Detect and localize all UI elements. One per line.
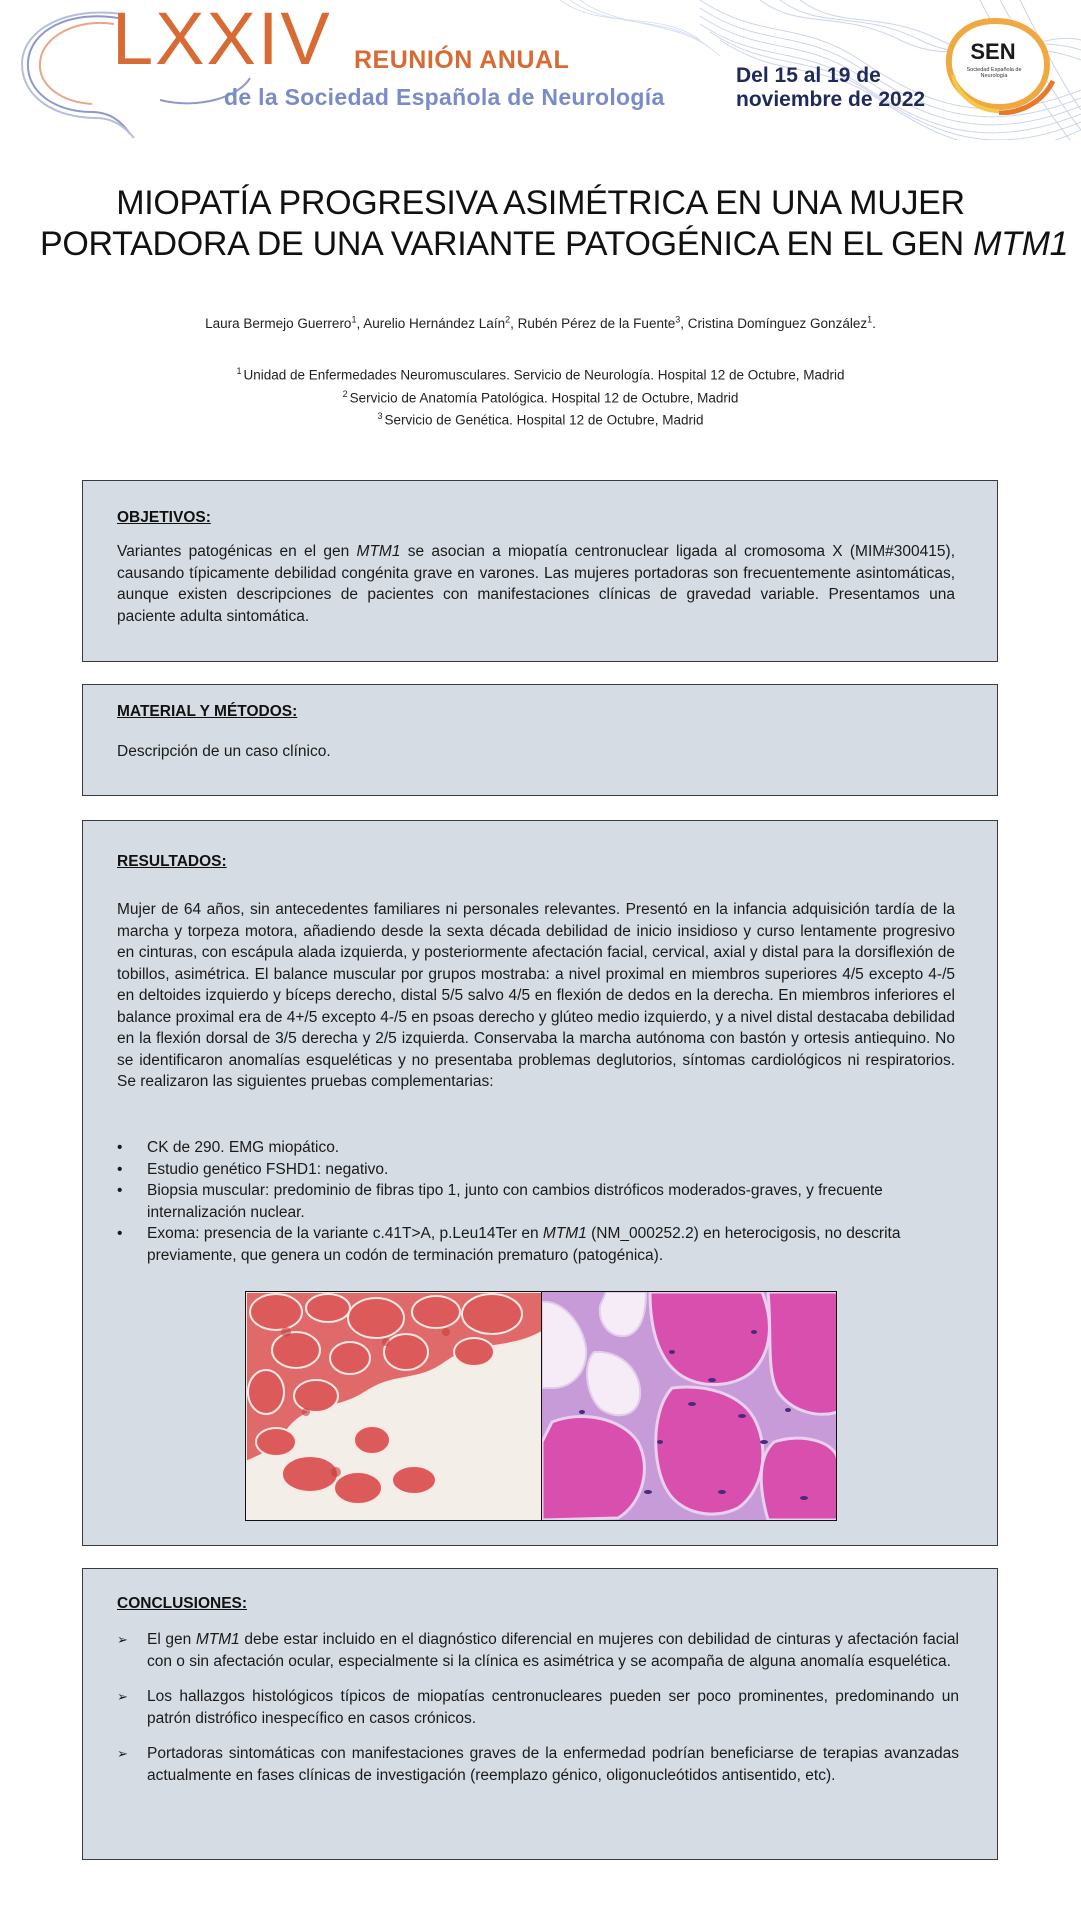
author-affiliation-mark: 3 <box>675 314 681 324</box>
resultados-section <box>82 820 998 1546</box>
affiliation-list <box>40 362 1041 430</box>
list-item-text: Exoma: presencia de la variante c.41T>A, p.Leu14Ter en <box>147 1225 543 1242</box>
society-name: de la Sociedad Española de Neurología <box>224 84 665 110</box>
title-gene: MTM1 <box>973 225 1069 263</box>
author-separator: , <box>510 315 518 331</box>
list-item-text: (NM_000252.2) en heterocigosis, no descrita previamente, que genera un codón de terminación prematuro (patogénica). <box>147 1225 901 1264</box>
dates-line-2: noviembre de 2022 <box>736 87 926 111</box>
biopsy-image-left <box>246 1292 541 1520</box>
author-affiliation-mark: 1 <box>867 314 873 324</box>
list-item-text: Estudio genético FSHD1: negativo. <box>147 1160 389 1178</box>
author <box>688 316 876 331</box>
affiliation-text: Servicio de Genética. Hospital 12 de Octubre, Madrid <box>384 412 704 428</box>
list-item <box>117 1743 959 1786</box>
congress-dates <box>736 64 925 111</box>
objetivos-text-part: se asocian a miopatía centronuclear ligada al cromosoma X (MIM#300415), causando típicamente debilidad congénita grave en varones. Las mujeres portadoras son frecuentemente asintomáticas, aunque existen descripciones de pacientes con manifestaciones clínicas de gravedad variable. Presentamos una paciente adulta sintomática. <box>117 543 955 625</box>
bullet-icon: • <box>117 1160 123 1178</box>
poster-title <box>40 183 1069 265</box>
author-affiliation-mark: 1 <box>351 314 357 324</box>
affiliation-text: Servicio de Anatomía Patológica. Hospital 12 de Octubre, Madrid <box>349 390 739 405</box>
objetivos-text <box>117 541 955 627</box>
bullet-icon: • <box>117 1182 123 1199</box>
list-item-text: El gen <box>147 1631 196 1648</box>
list-item-text: Biopsia muscular: predominio de fibras tipo 1, junto con cambios distróficos moderados-graves, y frecuente internalización nuclear. <box>147 1182 883 1221</box>
resultados-text: Mujer de 64 años, sin antecedentes familiares ni personales relevantes. Presentó en la infancia adquisición tardía de la marcha y torpeza motora, añadiendo desde la sexta década debilidad de inicio insidioso y curso lentamente progresivo en cinturas, con escápula alada izquierda, y posteriormente afectación facial, cervical, axial y distal para la dorsiflexión de tobillos, asimétrica. El balance muscular por grupos mostraba: a nivel proximal en miembros superiores 4/5 excepto 4-/5 en deltoides izquierdo y bíceps derecho, distal 5/5 salvo 4/5 en flexión de dedos en la derecha. En miembros inferiores el balance proximal era de 4+/5 excepto 4-/5 en psoas derecho y glúteo medio izquierdo, y a nivel distal destacaba debilidad en la flexión dorsal de 3/5 derecha y 2/5 izquierda. Conservaba la marcha autónoma con bastón y ortesis antiequino. No se identificaron anomalías esqueléticas y no presentaba problemas deglutorios, síntomas cardiológicos ni respiratorios. Se realizaron las siguientes pruebas complementarias: <box>117 901 955 1090</box>
conclusiones-list <box>117 1629 959 1800</box>
objetivos-heading: OBJETIVOS: <box>117 509 211 526</box>
affiliation-mark: 1 <box>236 366 242 376</box>
gene-name: MTM1 <box>356 543 401 560</box>
affiliation <box>40 362 1041 385</box>
affiliation <box>40 385 1041 408</box>
affiliation-mark: 3 <box>377 411 383 421</box>
list-item-text: CK de 290. EMG miopático. <box>147 1139 340 1156</box>
arrow-bullet-icon: ➢ <box>117 1746 128 1761</box>
author-separator: , <box>356 315 364 331</box>
title-line-2 <box>40 224 1069 265</box>
list-item <box>117 1180 957 1223</box>
sen-logo-shape-icon <box>943 15 1061 115</box>
bullet-icon: • <box>117 1139 123 1156</box>
title-line-2-text: PORTADORA DE UNA VARIANTE PATOGÉNICA EN EL GEN <box>40 225 974 263</box>
material-metodos-text: Descripción de un caso clínico. <box>117 743 331 760</box>
list-item <box>117 1159 957 1181</box>
conclusiones-section <box>82 1568 998 1860</box>
sen-logo-subtitle: Sociedad Española de Neurología <box>966 67 1022 80</box>
resultados-heading: RESULTADOS: <box>117 853 227 870</box>
congress-name: REUNIÓN ANUAL <box>354 46 570 74</box>
objetivos-section <box>82 480 998 662</box>
list-item-text: Portadoras sintomáticas con manifestaciones graves de la enfermedad podrían beneficiarse de terapias avanzadas actualmente en fases clínicas de investigación (reemplazo génico, oligonucleótidos antisentido, etc). <box>147 1745 959 1784</box>
author-name: Aurelio Hernández Laín <box>363 315 506 331</box>
dates-line-1: Del 15 al 19 de <box>736 64 881 87</box>
author-list <box>40 314 1041 331</box>
micrograph-he-stain-icon <box>542 1292 837 1520</box>
sen-logo <box>943 15 1061 115</box>
affiliation-text: Unidad de Enfermedades Neuromusculares. Servicio de Neurología. Hospital 12 de Octubre, Madrid <box>243 367 845 383</box>
title-line-1: MIOPATÍA PROGRESIVA ASIMÉTRICA EN UNA MUJER <box>116 184 965 222</box>
list-item-text: debe estar incluido en el diagnóstico diferencial en mujeres con debilidad de cinturas y afectación facial con o sin afectación ocular, especialmente si la clínica es asimétrica y se acompaña de alguna anomalía esquelética. <box>147 1631 959 1670</box>
objetivos-text-part: Variantes patogénicas en el gen <box>117 543 357 560</box>
sen-logo-name: SEN <box>970 39 1016 64</box>
arrow-bullet-icon: ➢ <box>117 1689 128 1704</box>
list-item-text: Los hallazgos histológicos típicos de miopatías centronucleares pueden ser poco prominentes, predominando un patrón distrófico inespecífico en casos crónicos. <box>147 1688 959 1727</box>
congress-banner <box>0 0 1081 140</box>
congress-number: LXXIV <box>112 0 332 80</box>
biopsy-image-right <box>541 1292 837 1520</box>
list-item <box>117 1629 959 1672</box>
material-metodos-section <box>82 684 998 796</box>
bullet-icon: • <box>117 1225 123 1242</box>
affiliation <box>40 407 1041 430</box>
author <box>518 316 688 331</box>
author-name: Cristina Domínguez González <box>687 315 868 331</box>
gene-name: MTM1 <box>542 1225 587 1242</box>
resultados-test-list <box>117 1137 957 1266</box>
author <box>205 316 363 331</box>
conclusiones-heading: CONCLUSIONES: <box>117 1595 248 1612</box>
biopsy-figure-panel <box>245 1291 837 1521</box>
author-separator: , <box>680 315 688 331</box>
list-item <box>117 1137 957 1159</box>
gene-name: MTM1 <box>195 1631 240 1648</box>
arrow-bullet-icon: ➢ <box>117 1632 128 1647</box>
author <box>363 316 517 331</box>
author-affiliation-mark: 2 <box>505 314 511 324</box>
material-metodos-heading: MATERIAL Y MÉTODOS: <box>117 703 298 720</box>
author-name: Laura Bermejo Guerrero <box>205 315 352 331</box>
affiliation-mark: 2 <box>342 388 348 399</box>
author-separator: . <box>872 315 876 331</box>
author-name: Rubén Pérez de la Fuente <box>517 315 676 331</box>
list-item <box>117 1686 959 1729</box>
list-item <box>117 1223 957 1266</box>
micrograph-red-stain-icon <box>246 1292 541 1520</box>
